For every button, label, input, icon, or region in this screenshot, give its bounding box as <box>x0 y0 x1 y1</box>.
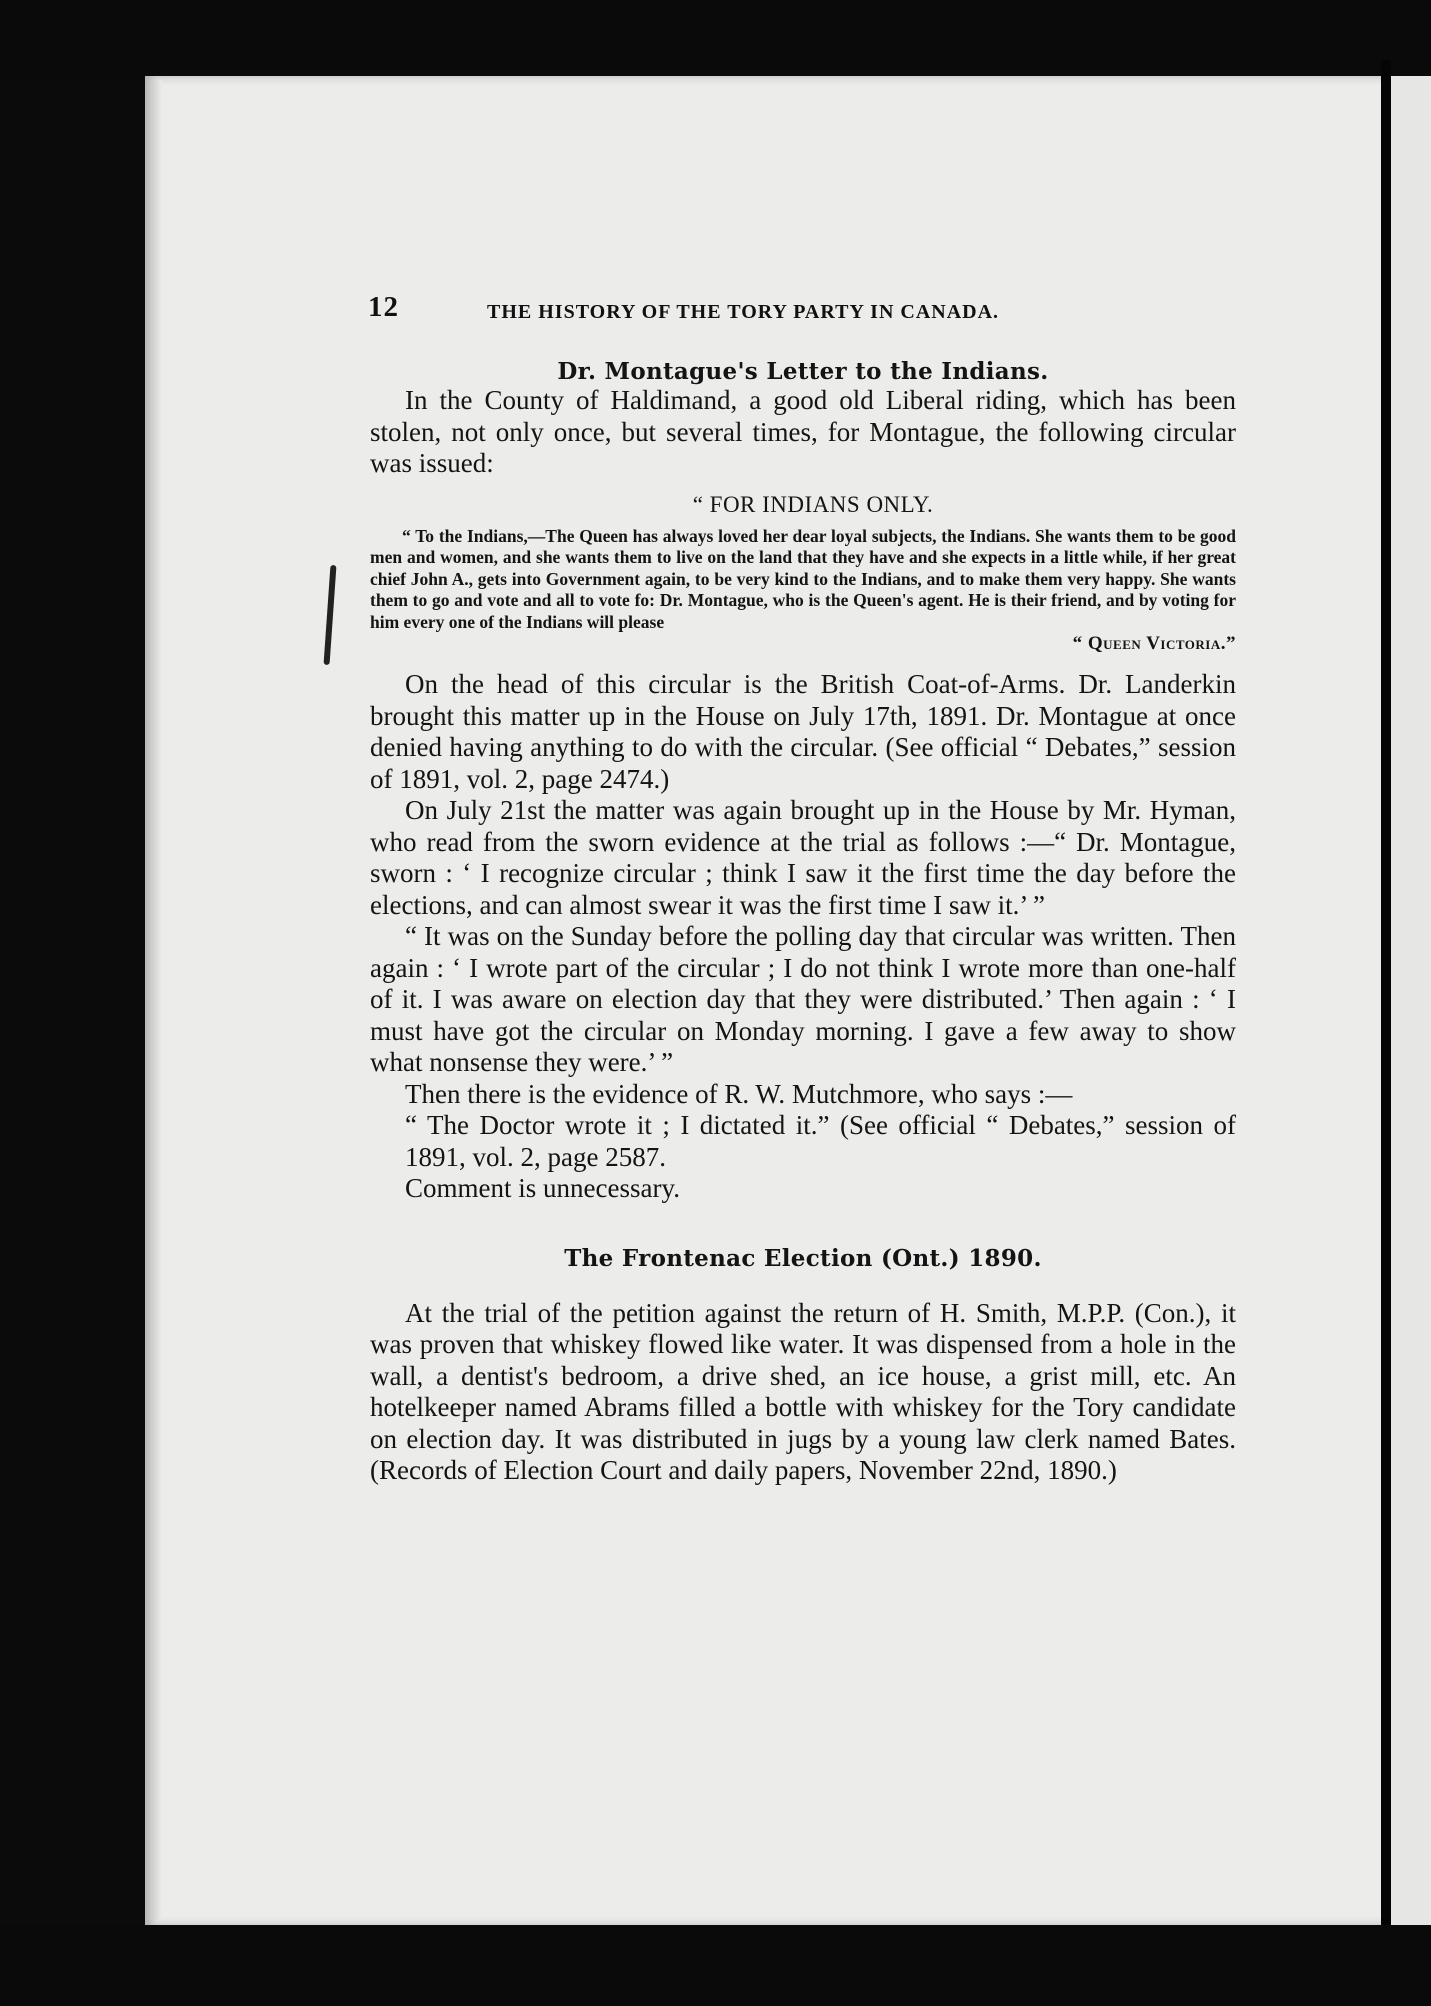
doctor-wrote-text: “ The Doctor wrote it ; I dictated it.” (See official “ Debates,” session of 1891, vol. 2, page 2587. <box>405 1110 1236 1172</box>
circular-signature: “ Queen Victoria.” <box>1072 633 1236 654</box>
paragraph-doctor-wrote <box>370 1110 1236 1173</box>
circular-body: “ To the Indians,—The Queen has always loved her dear loyal subjects, the Indians. She wants them to be good men and women, and she wants them to live on the land that they have and she expects in a little while, if her great chief John A., gets into Government again, to be very kind to the Indians, and to make them very happy. She wants them to go and vote and all to vote fo: Dr. Montague, who is the Queen's agent. He is their friend, and by voting for him every one of the Indians will please <box>370 525 1236 632</box>
page-gutter-shadow <box>150 80 162 1920</box>
paragraph-comment: Comment is unnecessary. <box>405 1173 680 1203</box>
facing-page-edge <box>1381 60 1391 1930</box>
section-heading-frontenac: The Frontenac Election (Ont.) 1890. <box>564 1244 1042 1272</box>
page-body <box>370 350 1236 1487</box>
paragraph-sunday: “ It was on the Sunday before the polling day that circular was written. Then again : ‘ I wrote part of the circular ; I do not think I wrote more than one-half of it. I was aware on election day that they were distributed.’ Then again : ‘ I must have got the circular on Monday morning. I gave a few away to show what nonsense they were.’ ” <box>370 921 1236 1077</box>
running-title: THE HISTORY OF THE TORY PARTY IN CANADA. <box>487 301 1000 323</box>
page-number: 12 <box>368 291 399 323</box>
paragraph-coat-of-arms: On the head of this circular is the British Coat-of-Arms. Dr. Landerkin brought this matter up in the House on July 17th, 1891. Dr. Montague at once denied having anything to do with the circular. (See official “ Debates,” session of 1891, vol. 2, page 2474.) <box>370 669 1236 794</box>
facing-page-strip <box>1391 76 1431 1926</box>
circular-quote <box>370 492 1236 656</box>
paragraph-mutchmore: Then there is the evidence of R. W. Mutchmore, who says :— <box>405 1078 1073 1109</box>
intro-paragraph: In the County of Haldimand, a good old Liberal riding, which has been stolen, not only once, but several times, for Montague, the following circular was issued: <box>370 385 1236 478</box>
section-heading-montague: Dr. Montague's Letter to the Indians. <box>557 358 1049 385</box>
paragraph-frontenac: At the trial of the petition against the return of H. Smith, M.P.P. (Con.), it was proven that whiskey flowed like water. It was dispensed from a hole in the wall, a dentist's bedroom, a drive shed, an ice house, a grist mill, etc. An hotelkeeper named Abrams filled a bottle with whiskey for the Tory candidate on election day. It was distributed in jugs by a young law clerk named Bates. (Records of Election Court and daily papers, November 22nd, 1890.) <box>370 1297 1236 1485</box>
paragraph-july-21: On July 21st the matter was again brought up in the House by Mr. Hyman, who read from the sworn evidence at the trial as follows :—“ Dr. Montague, sworn : ‘ I recognize circular ; think I saw it the first time the day before the elections, and can almost swear it was the first time I saw it.’ ” <box>370 795 1236 920</box>
scan-background-top <box>0 0 1431 80</box>
circular-heading: “ FOR INDIANS ONLY. <box>692 491 934 517</box>
scan-background-bottom <box>0 1925 1431 2006</box>
